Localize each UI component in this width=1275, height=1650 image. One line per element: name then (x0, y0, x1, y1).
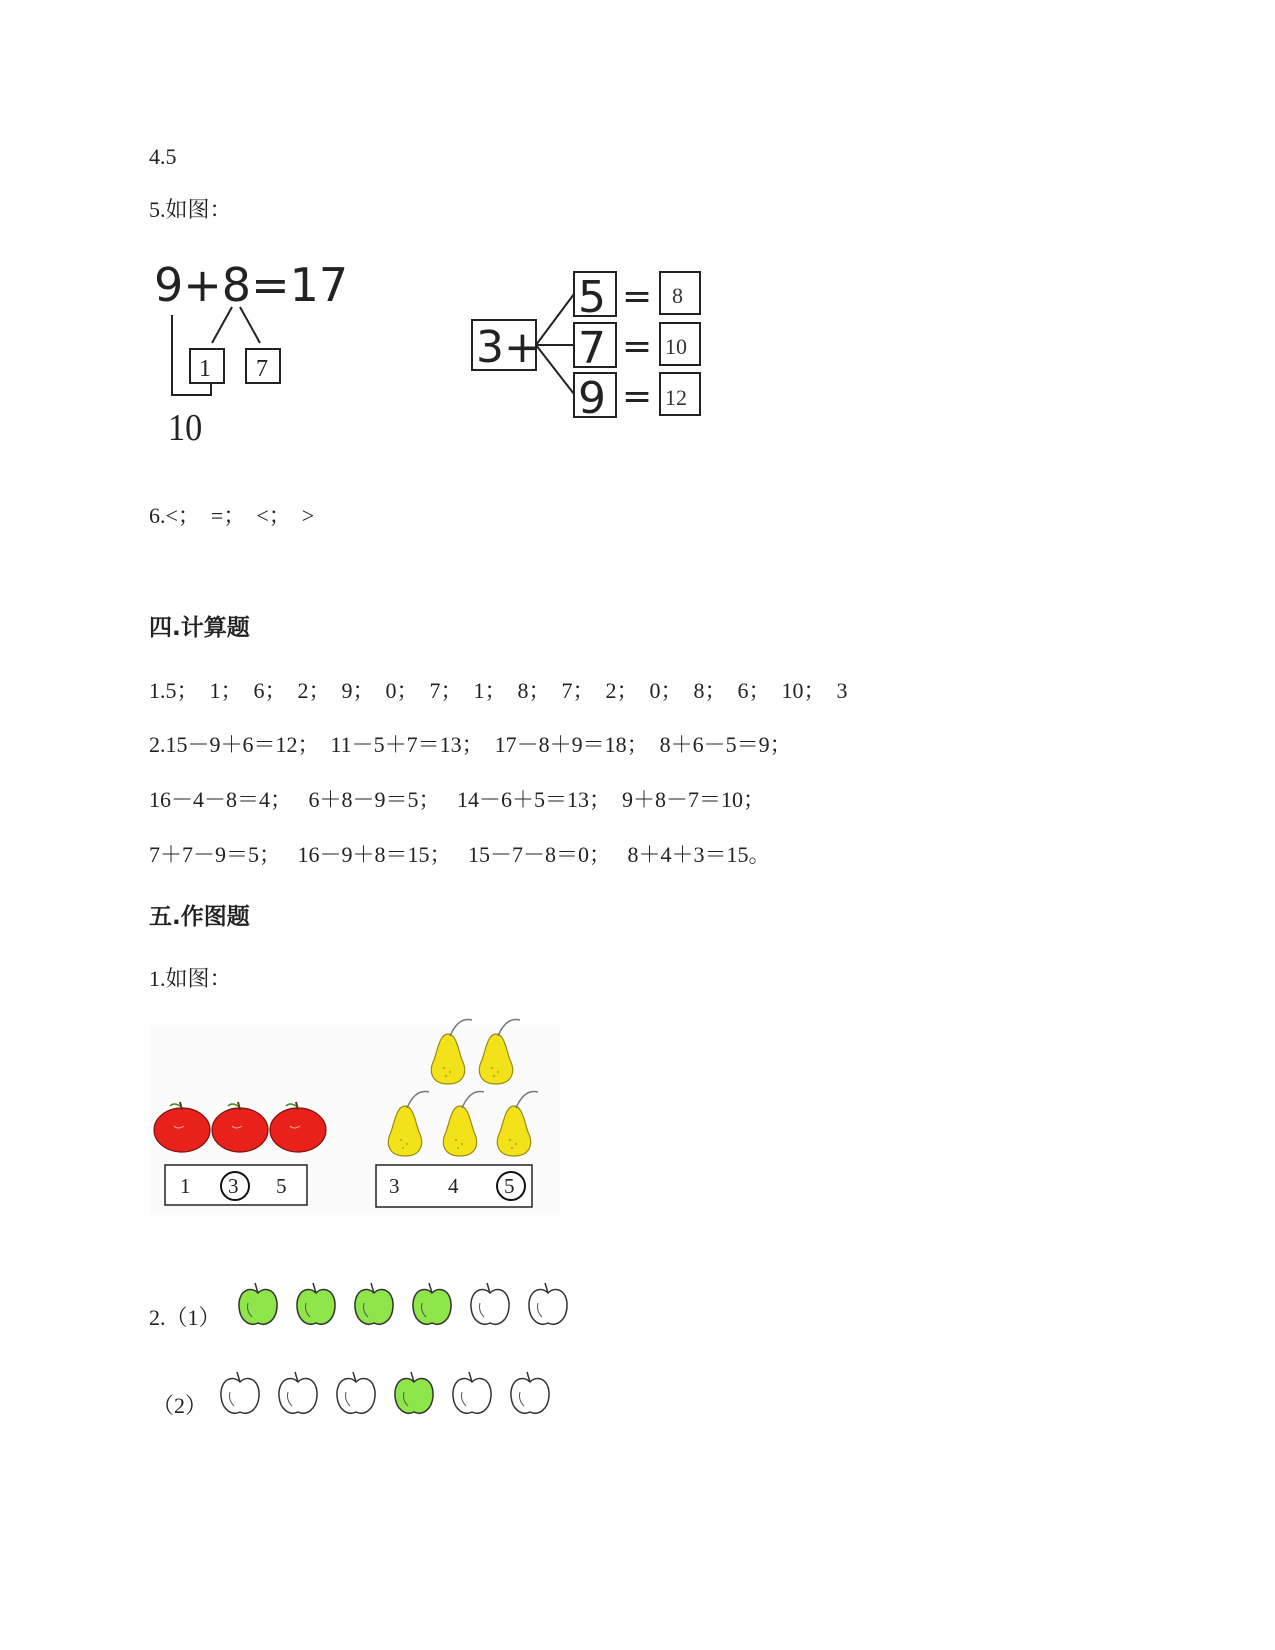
green-apple (395, 1372, 433, 1413)
fig5-addend-3: 9 (578, 373, 606, 424)
fig5-base: 3+ (476, 322, 541, 373)
fig5-box-a-value: 1 (199, 356, 211, 382)
fig-fruit-counting (150, 1025, 560, 1225)
apple-number-2: 3 (228, 1174, 239, 1198)
outline-apple (511, 1372, 549, 1413)
fig5-sum-3: 12 (665, 385, 687, 410)
section5-title: 五.作图题 (149, 904, 250, 930)
green-apple (239, 1283, 277, 1324)
fig5-eq-1: = (622, 276, 653, 317)
fig5-sum-1: 8 (672, 283, 683, 308)
section4-line1: 1.5； 1； 6； 2； 9； 0； 7； 1； 8； 7； 2； 0； 8； 6； 10； 3 (149, 678, 848, 703)
section4-line2: 2.15－9＋6＝12； 11－5＋7＝13； 17－8＋9＝18； 8＋6－5＝9； (149, 732, 792, 757)
outline-apple (471, 1283, 509, 1324)
section4-line4: 7＋7－9＝5； 16－9＋8＝15； 15－7－8＝0； 8＋4＋3＝15。 (149, 842, 771, 867)
section4-line3: 16－4－8＝4； 6＋8－9＝5； 14－6＋5＝13； 9＋8－7＝10； (149, 787, 766, 812)
fig5-left-diagram (150, 255, 360, 455)
apple-number-1: 1 (180, 1174, 191, 1198)
outline-apple (221, 1372, 259, 1413)
red-apple-group (154, 1102, 326, 1152)
fig5-equation: 9+8=17 (154, 258, 349, 312)
green-apple (413, 1283, 451, 1324)
fig5-result: 10 (168, 406, 203, 449)
section5-q2-label2: （2） (152, 1393, 208, 1418)
outline-apple (279, 1372, 317, 1413)
outline-apple (337, 1372, 375, 1413)
outline-apple (529, 1283, 567, 1324)
green-apple (355, 1283, 393, 1324)
apple-number-3: 5 (276, 1174, 287, 1198)
answer-q5-label: 5.如图： (149, 197, 232, 222)
fig5-eq-3: = (622, 376, 653, 417)
fig5-addend-1: 5 (578, 272, 606, 323)
fig5-sum-2: 10 (665, 334, 687, 359)
apple-row-1 (240, 1275, 590, 1335)
fig5-addend-2: 7 (578, 323, 606, 374)
apple-row-2 (222, 1364, 572, 1424)
green-apple (297, 1283, 335, 1324)
section5-q2-label1: 2.（1） (149, 1305, 221, 1330)
pear-number-3: 5 (504, 1174, 515, 1198)
answer-q6: 6.<； =； <； > (149, 503, 315, 528)
section5-q1-label: 1.如图： (149, 966, 232, 991)
pear-number-2: 4 (448, 1174, 459, 1198)
section4-title: 四.计算题 (149, 615, 250, 641)
fig5-box-b-value: 7 (256, 356, 268, 382)
fig5-right-diagram (470, 272, 720, 432)
fig5-eq-2: = (622, 326, 653, 367)
pear-number-1: 3 (389, 1174, 400, 1198)
answer-q4: 4.5 (149, 144, 177, 169)
outline-apple (453, 1372, 491, 1413)
